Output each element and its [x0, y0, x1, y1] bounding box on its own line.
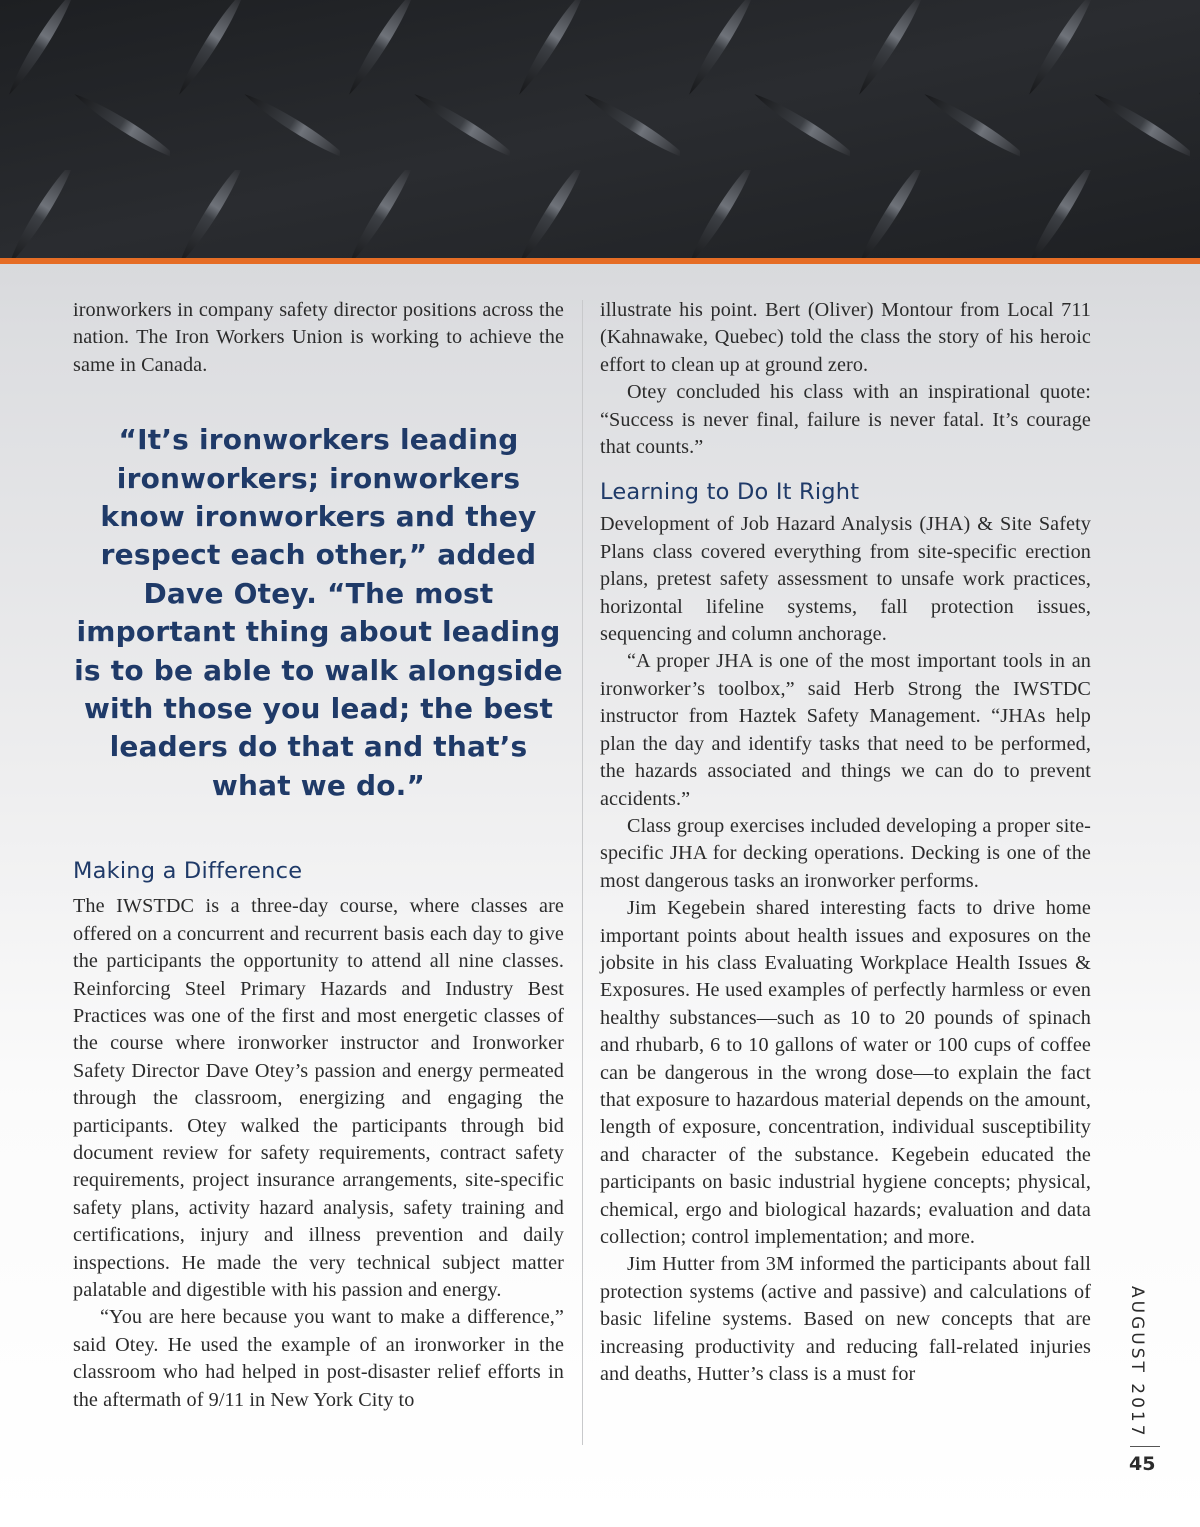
body-paragraph: Class group exercises included developing a proper site-specific JHA for decking operations. Decking is one of the most dangerous tasks an ironworker performs.	[600, 814, 1091, 892]
diamond-plate-banner	[0, 0, 1200, 258]
left-intro-paragraph: ironworkers in company safety director positions across the nation. The Iron Workers Union is working to achieve the same in Canada.	[73, 299, 564, 376]
left-column	[73, 297, 564, 1414]
diamond-plate-texture	[0, 0, 1200, 258]
page-number: 45	[1129, 1453, 1156, 1475]
body-paragraph: Jim Kegebein shared interesting facts to drive home important points about health issues and exposures on the jobsite in his class Evaluating Workplace Health Issues & Exposures. He used examples of perfectly harmless or even healthy substances—such as 10 to 20 pounds of spinach and rhubarb, 6 to 10 gallons of water or 100 cups of coffee can be dangerous in the wrong dose—to explain the fact that exposure to hazardous material depends on the amount, length of exposure, concentration, individual susceptibility and character of the substance. Kegebein educated the participants on basic industrial hygiene concepts; physical, chemical, ergo and biological hazards; evaluation and data collection; control implementation; and more.	[600, 897, 1091, 1248]
body-paragraph: The IWSTDC is a three-day course, where classes are offered on a concurrent and recurrent basis each day to give the participants the opportunity to attend all nine classes. Reinforcing Steel Primary Hazards and Industry Best Practices was one of the first and most energetic classes of the course where ironworker instructor and Ironworker Safety Director Dave Otey’s passion and energy permeated through the classroom, energizing and engaging the participants. Otey walked the participants through bid document review for safety requirements, contract safety requirements, project insurance arrangements, site-specific safety plans, activity hazard analysis, safety training and certifications, injury and illness prevention and daily inspections. He made the very technical subject matter palatable and digestible with his passion and energy.	[73, 895, 564, 1301]
right-column	[600, 297, 1091, 1388]
body-paragraph: Otey concluded his class with an inspirational quote: “Success is never final, failure is never fatal. It’s courage that counts.”	[600, 381, 1091, 459]
body-paragraph: “A proper JHA is one of the most important tools in an ironworker’s toolbox,” said Herb Strong the IWSTDC instructor from Haztek Safety Management. “JHAs help plan the day and identify tasks that need to be performed, the hazards associated and things we can do to prevent accidents.”	[600, 650, 1091, 810]
orange-accent-rule	[0, 258, 1200, 264]
body-paragraph: Development of Job Hazard Analysis (JHA) & Site Safety Plans class covered everything from site-specific erection plans, pretest safety assessment to unsafe work practices, horizontal lifeline systems, fall protection issues, sequencing and column anchorage.	[600, 513, 1091, 646]
body-paragraph: Jim Hutter from 3M informed the participants about fall protection systems (active and passive) and calculations of basic lifeline systems. Based on new concepts that are increasing productivity and reducing fall-related injuries and deaths, Hutter’s class is a must for	[600, 1253, 1091, 1386]
body-paragraph: illustrate his point. Bert (Oliver) Montour from Local 711 (Kahnawake, Quebec) told the class the story of his heroic effort to clean up at ground zero.	[600, 299, 1091, 376]
section-heading-learning-to-do-it-right: Learning to Do It Right	[600, 479, 860, 506]
section-heading-making-a-difference: Making a Difference	[73, 858, 303, 885]
body-paragraph: “You are here because you want to make a difference,” said Otey. He used the example of an ironworker in the classroom who had helped in post-disaster relief efforts in the aftermath of 9/11 in New York City to	[73, 1306, 564, 1411]
column-divider	[582, 300, 583, 1445]
issue-date: AUGUST 2017	[1127, 1286, 1147, 1439]
pull-quote: “It’s ironworkers leading ironworkers; ironworkers know ironworkers and they respect each other,” added Dave Otey. “The most important thing about leading is to be able to walk alongside with those you lead; the best leaders do that and that’s what we do.”	[74, 423, 563, 802]
folio-rule	[1130, 1446, 1160, 1447]
